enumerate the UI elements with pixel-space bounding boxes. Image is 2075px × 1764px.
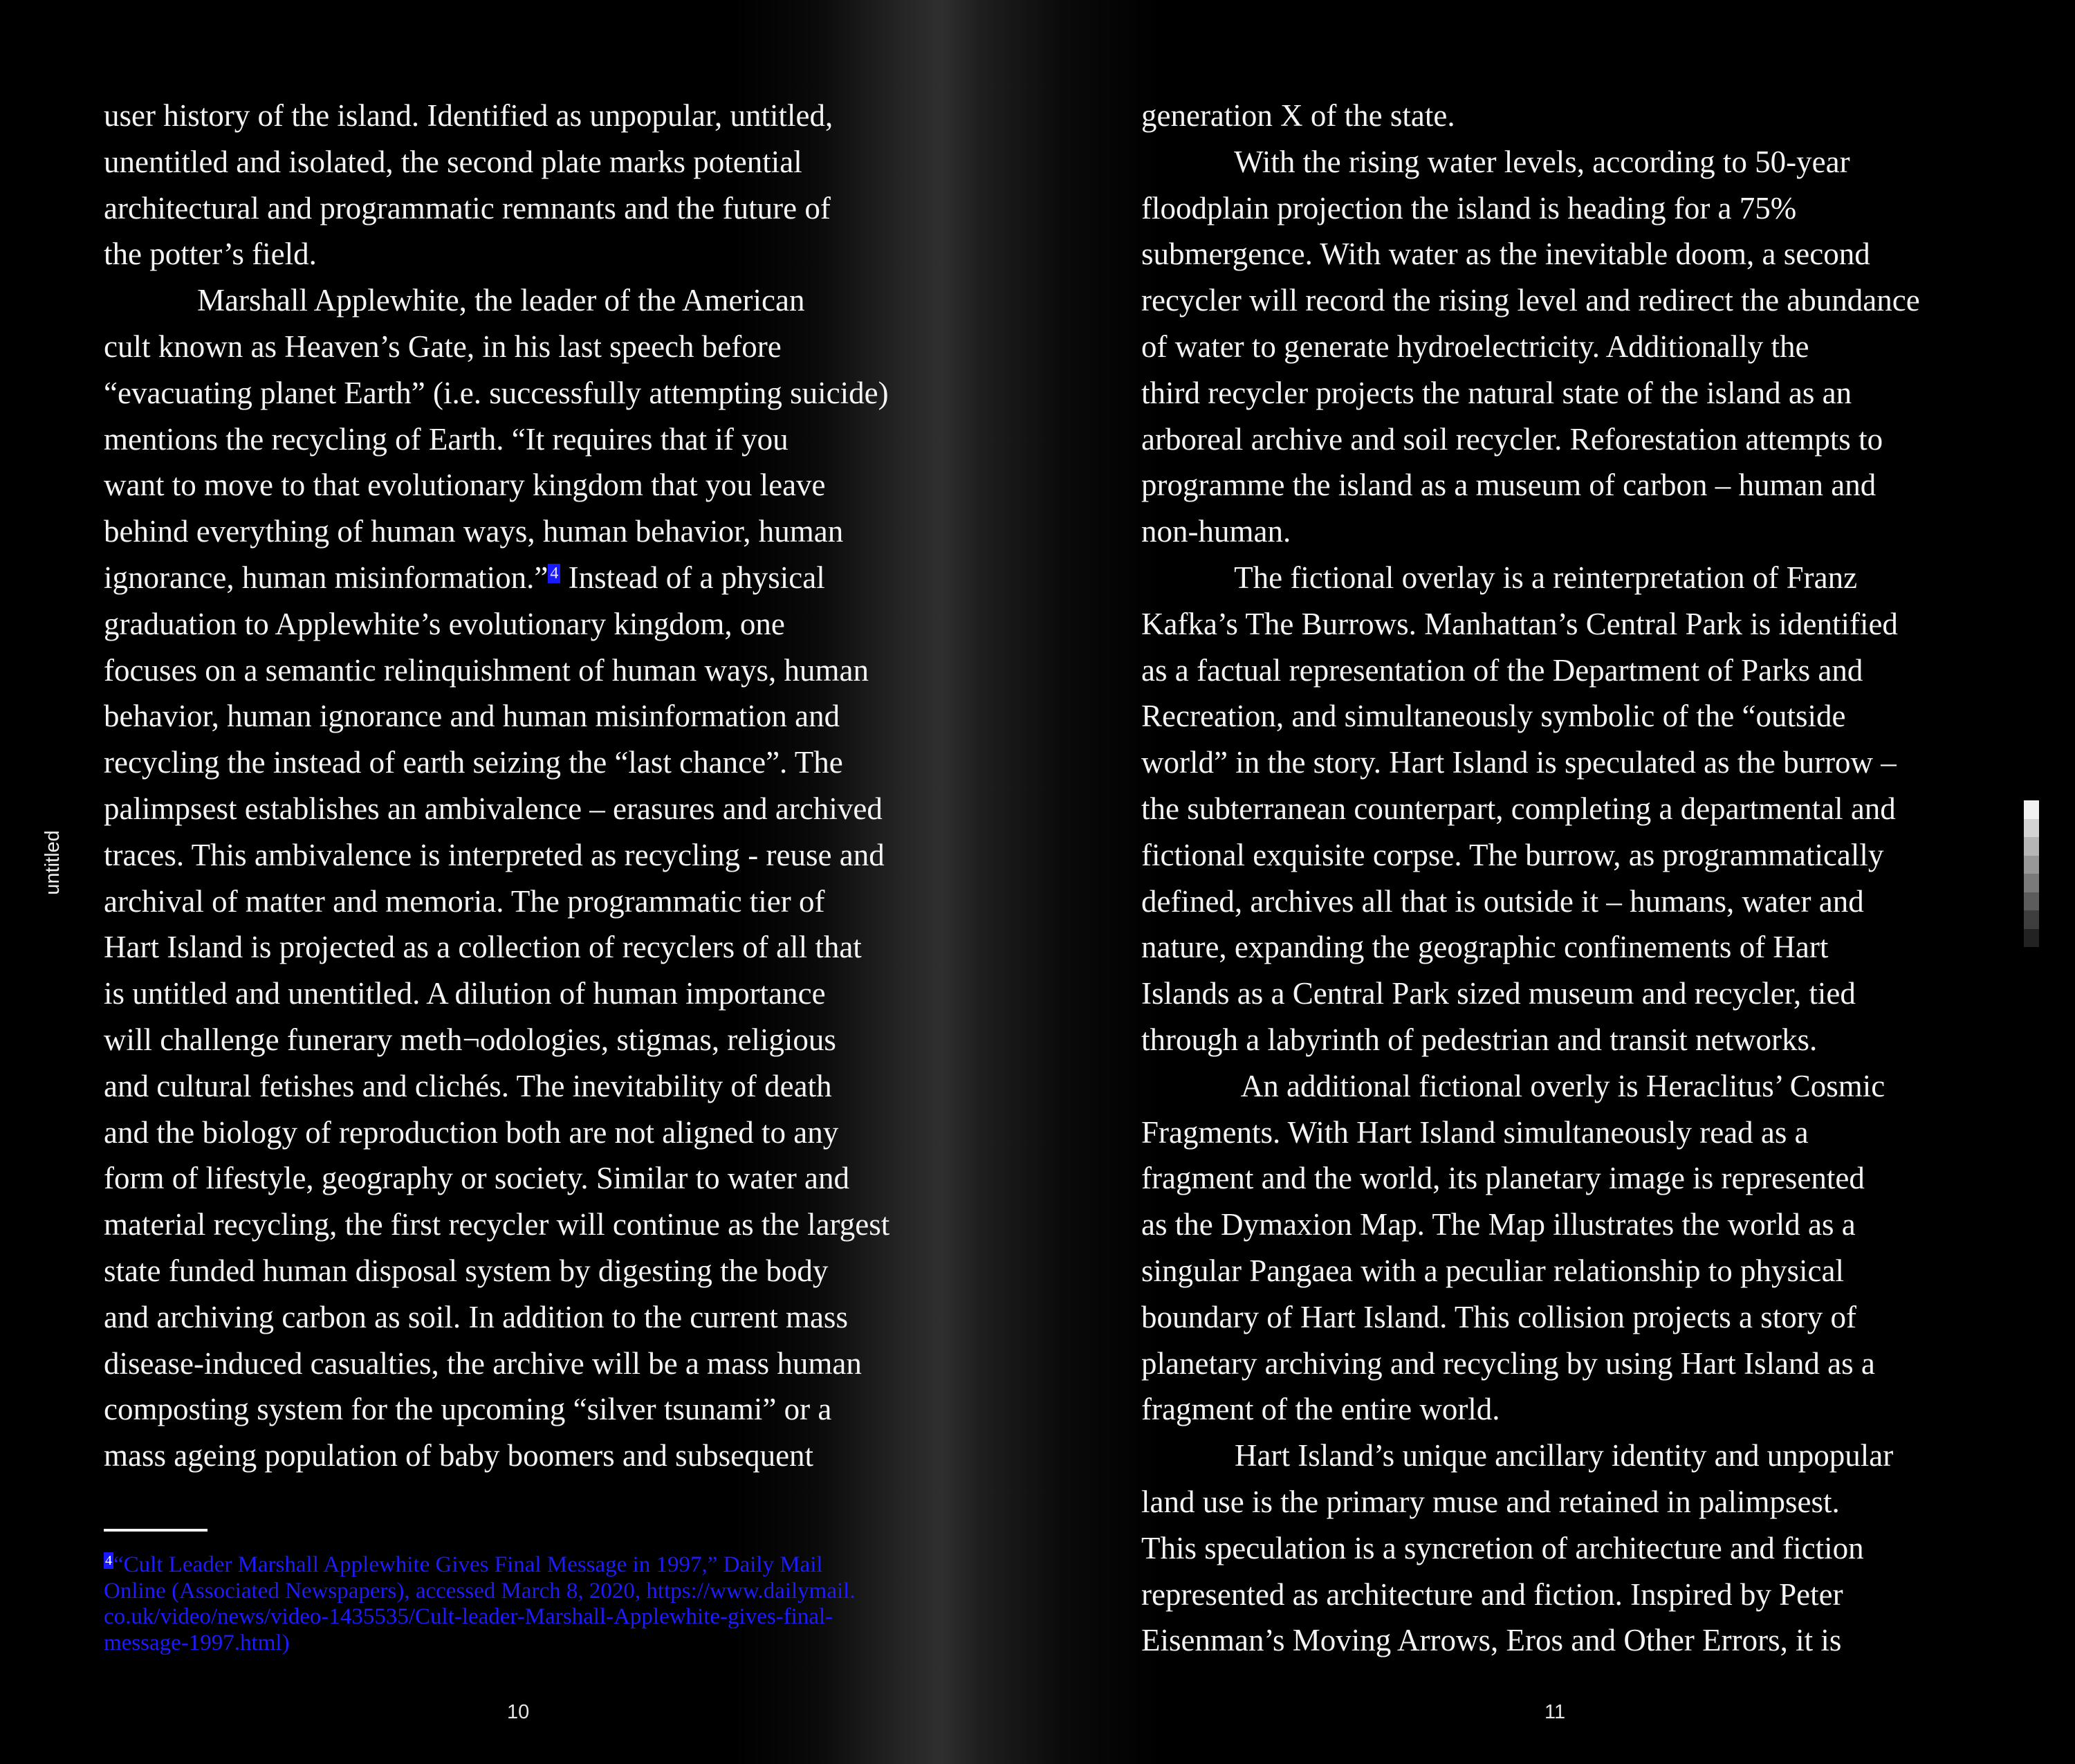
right-body-line: land use is the primary muse and retained in palimpsest. xyxy=(1141,1484,1840,1519)
right-body-line: nature, expanding the geographic confinements of Hart xyxy=(1141,930,1829,965)
right-body-line: The fictional overlay is a reinterpretation of Franz xyxy=(1141,560,1858,595)
page-number-left: 10 xyxy=(507,1701,530,1723)
left-body-line: behavior, human ignorance and human misinformation and xyxy=(104,699,840,734)
page-number-right: 11 xyxy=(1544,1701,1566,1723)
left-body-line: unentitled and isolated, the second plate marks potential xyxy=(104,144,802,179)
left-body-line: “evacuating planet Earth” (i.e. successfully attempting suicide) xyxy=(104,375,889,410)
left-body-line: Hart Island is projected as a collection of recyclers of all that xyxy=(104,930,862,965)
right-body-line: Eisenman’s Moving Arrows, Eros and Other Errors, it is xyxy=(1141,1623,1842,1658)
right-body-line: fictional exquisite corpse. The burrow, as programmatically xyxy=(1141,837,1884,872)
tone-swatch xyxy=(2024,800,2039,819)
right-body-line: of water to generate hydroelectricity. Additionally the xyxy=(1141,329,1809,364)
right-body-line: fragment and the world, its planetary image is represented xyxy=(1141,1161,1865,1196)
left-body-line: archival of matter and memoria. The programmatic tier of xyxy=(104,883,825,919)
right-body-line: the subterranean counterpart, completing a departmental and xyxy=(1141,791,1896,826)
footnote-line[interactable]: message-1997.html) xyxy=(104,1630,290,1655)
right-body-line: Hart Island’s unique ancillary identity and unpopular xyxy=(1141,1438,1894,1473)
left-body-line: cult known as Heaven’s Gate, in his last speech before xyxy=(104,329,782,364)
left-body-line: and cultural fetishes and clichés. The inevitability of death xyxy=(104,1068,832,1103)
left-body-line: palimpsest establishes an ambivalence – erasures and archived xyxy=(104,791,883,826)
left-body-line: Marshall Applewhite, the leader of the American xyxy=(104,283,805,318)
tone-swatch xyxy=(2024,910,2039,929)
right-body-line: fragment of the entire world. xyxy=(1141,1392,1500,1427)
footnote-line[interactable]: Online (Associated Newspapers), accessed March 8, 2020, https://www.dailymail. xyxy=(104,1578,856,1604)
left-body-line: and the biology of reproduction both are not aligned to any xyxy=(104,1114,839,1150)
right-body-line: This speculation is a syncretion of architecture and fiction xyxy=(1141,1530,1864,1565)
left-body-line: ignorance, human misinformation.” 4 Instead of a physical xyxy=(104,560,825,595)
right-body-line: submergence. With water as the inevitable doom, a second xyxy=(1141,237,1870,272)
left-body-line: mass ageing population of baby boomers and subsequent xyxy=(104,1438,814,1473)
right-body-line: world” in the story. Hart Island is speculated as the burrow – xyxy=(1141,745,1897,780)
right-body-line: boundary of Hart Island. This collision projects a story of xyxy=(1141,1299,1856,1334)
tone-swatch xyxy=(2024,856,2039,874)
right-body-line: planetary archiving and recycling by using Hart Island as a xyxy=(1141,1345,1875,1381)
left-body-line: mentions the recycling of Earth. “It requires that if you xyxy=(104,421,788,457)
side-label-text: untitled xyxy=(42,830,64,895)
left-body-line: user history of the island. Identified as unpopular, untitled, xyxy=(104,98,833,133)
footnote-line[interactable]: 4“Cult Leader Marshall Applewhite Gives Final Message in 1997,” Daily Mail xyxy=(105,1552,823,1577)
right-body-line: non-human. xyxy=(1141,514,1291,549)
left-body-line: want to move to that evolutionary kingdom that you leave xyxy=(104,468,826,503)
left-body-line: the potter’s field. xyxy=(104,237,317,272)
footnote-mark: 4 xyxy=(105,1553,112,1568)
left-body-line: state funded human disposal system by digesting the body xyxy=(104,1253,829,1288)
right-body-line: An additional fictional overly is Heraclitus’ Cosmic xyxy=(1141,1068,1885,1103)
right-body-line: programme the island as a museum of carbon – human and xyxy=(1141,468,1876,503)
right-body-line: represented as architecture and fiction. Inspired by Peter xyxy=(1141,1577,1843,1612)
left-body-line: form of lifestyle, geography or society. Similar to water and xyxy=(104,1161,850,1196)
left-body-line: architectural and programmatic remnants and the future of xyxy=(104,190,831,226)
left-body-line: will challenge funerary meth¬odologies, stigmas, religious xyxy=(104,1022,836,1057)
left-body-line: disease-induced casualties, the archive will be a mass human xyxy=(104,1345,862,1381)
right-body-line: as a factual representation of the Department of Parks and xyxy=(1141,652,1863,688)
right-body-line: singular Pangaea with a peculiar relationship to physical xyxy=(1141,1253,1844,1288)
grayscale-scroll-indicator[interactable] xyxy=(2024,800,2039,947)
footnote-rule xyxy=(104,1529,208,1532)
tone-swatch xyxy=(2024,892,2039,911)
left-body-line: composting system for the upcoming “silver tsunami” or a xyxy=(104,1392,832,1427)
right-body-line: floodplain projection the island is heading for a 75% xyxy=(1141,190,1797,226)
right-body-line: recycler will record the rising level and redirect the abundance xyxy=(1141,283,1920,318)
side-label xyxy=(39,830,66,895)
footnote[interactable] xyxy=(104,1552,934,1656)
tone-swatch xyxy=(2024,819,2039,838)
left-body-line: focuses on a semantic relinquishment of human ways, human xyxy=(104,652,869,688)
left-body-line: recycling the instead of earth seizing the “last chance”. The xyxy=(104,745,843,780)
right-body-line: Kafka’s The Burrows. Manhattan’s Central Park is identified xyxy=(1141,606,1898,641)
right-body-line: generation X of the state. xyxy=(1141,98,1455,133)
right-body-line: Recreation, and simultaneously symbolic of the “outside xyxy=(1141,699,1846,734)
right-body-line: arboreal archive and soil recycler. Reforestation attempts to xyxy=(1141,421,1883,457)
right-body-line: through a labyrinth of pedestrian and transit networks. xyxy=(1141,1022,1818,1057)
left-body-line: traces. This ambivalence is interpreted as recycling - reuse and xyxy=(104,837,885,872)
right-body-line: third recycler projects the natural state of the island as an xyxy=(1141,375,1852,410)
tone-swatch xyxy=(2024,874,2039,892)
right-body-text xyxy=(1141,93,1920,1664)
right-body-line: as the Dymaxion Map. The Map illustrates the world as a xyxy=(1141,1207,1856,1242)
right-body-line: Islands as a Central Park sized museum and recycler, tied xyxy=(1141,976,1856,1011)
left-body-line: graduation to Applewhite’s evolutionary kingdom, one xyxy=(104,606,785,641)
footnote-reference[interactable]: 4 xyxy=(548,564,560,583)
left-body-line: material recycling, the first recycler will continue as the largest xyxy=(104,1207,890,1242)
left-body-line: and archiving carbon as soil. In addition to the current mass xyxy=(104,1299,848,1334)
right-page xyxy=(1038,0,2075,1764)
right-body-line: With the rising water levels, according to 50-year xyxy=(1141,144,1850,179)
footnote-line[interactable]: co.uk/video/news/video-1435535/Cult-leader-Marshall-Applewhite-gives-final- xyxy=(104,1604,833,1629)
left-body-line: is untitled and unentitled. A dilution of human importance xyxy=(104,976,826,1011)
left-body-line: behind everything of human ways, human behavior, human xyxy=(104,514,844,549)
right-body-line: Fragments. With Hart Island simultaneously read as a xyxy=(1141,1114,1809,1150)
right-body-line: defined, archives all that is outside it – humans, water and xyxy=(1141,883,1864,919)
tone-swatch xyxy=(2024,837,2039,856)
tone-swatch xyxy=(2024,929,2039,948)
left-body-text xyxy=(104,93,889,1479)
